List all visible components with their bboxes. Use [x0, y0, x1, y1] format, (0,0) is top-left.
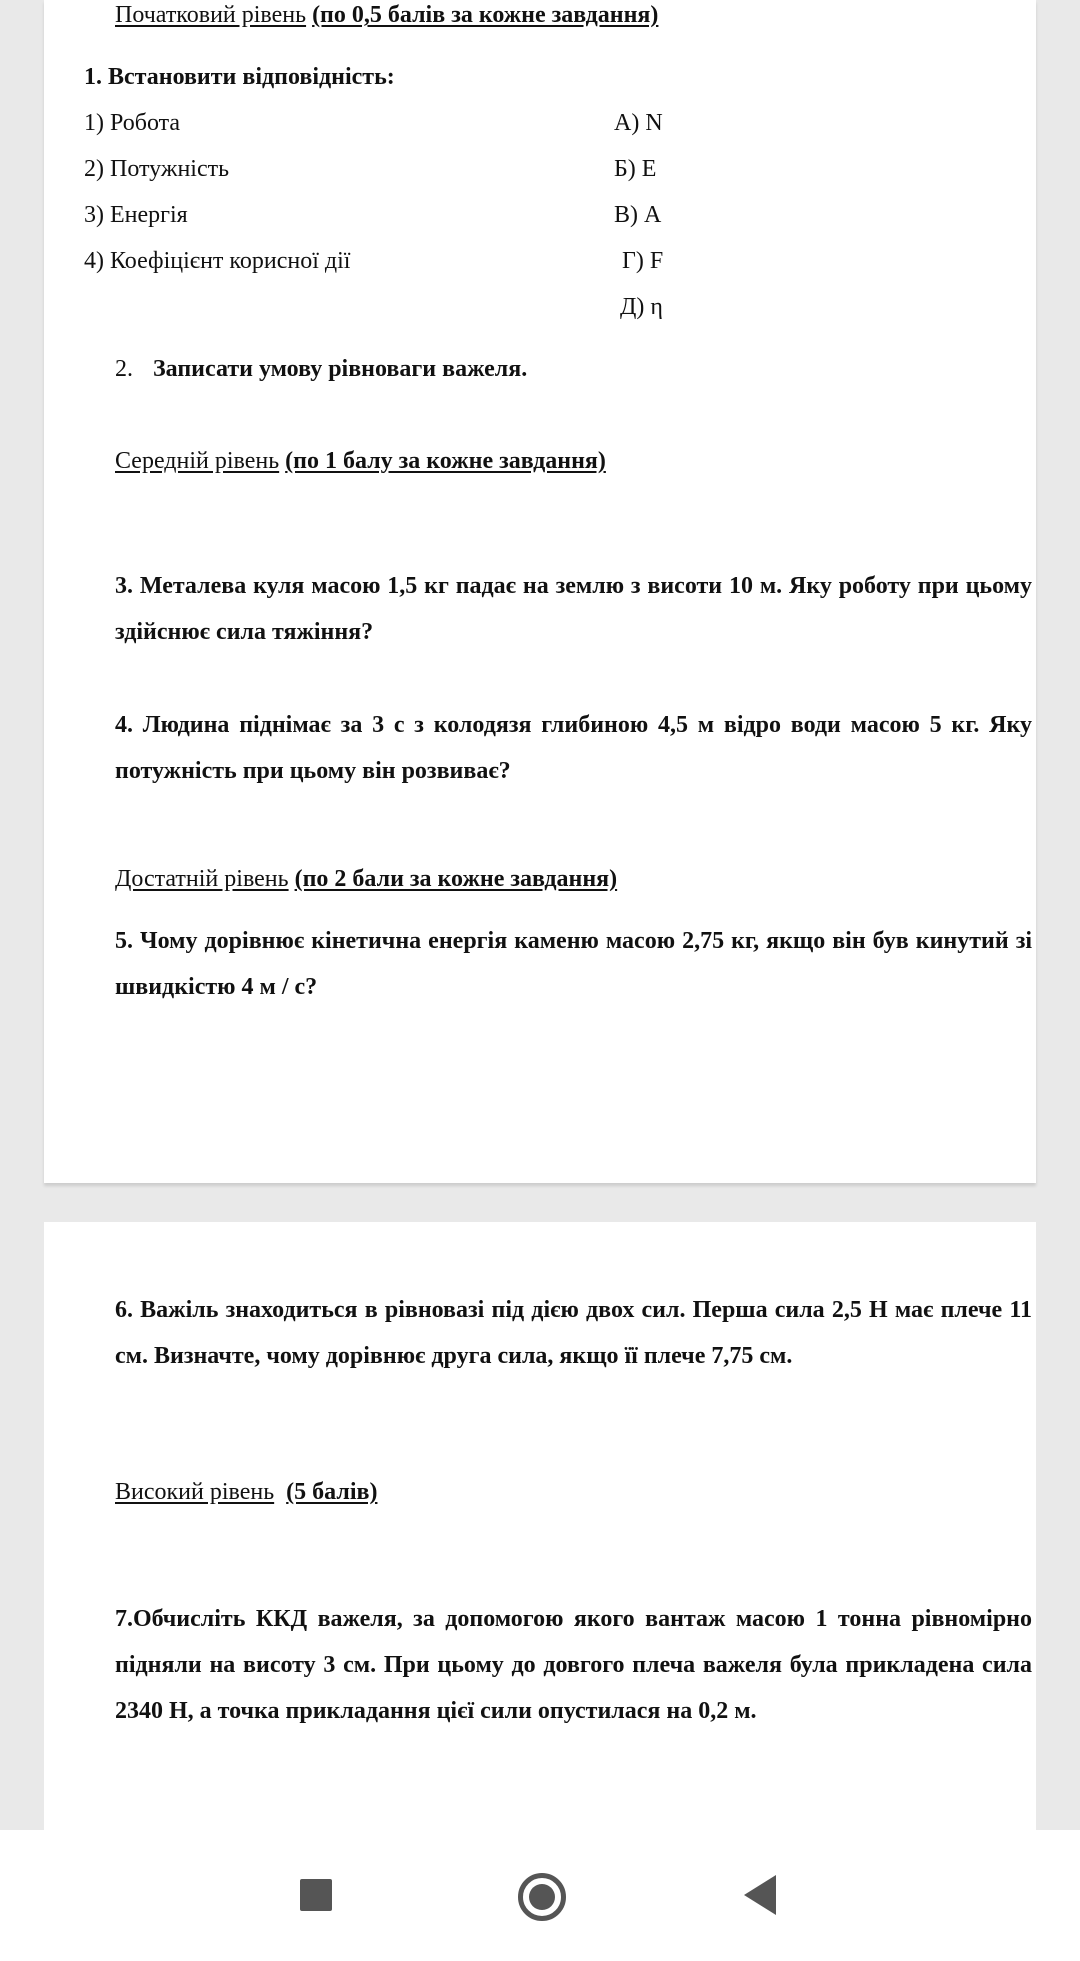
triangle-back-icon: [744, 1875, 776, 1915]
task-7: 7.Обчисліть ККД важеля, за допомогою якого вантаж масою 1 тонна рівномірно підняли на висоту 3 см. При цьому до довгого плеча важеля була прикладена сила 2340 Н, а точка прикладання цієї сили опустилася на 0,2 м.: [115, 1606, 1032, 1724]
level-sufficient-heading: Достатній рівень (по 2 бали за кожне завдання): [115, 866, 618, 892]
task-5: 5. Чому дорівнює кінетична енергія каменю масою 2,75 кг, якщо він був кинутий зі швидкістю 4 м / с?: [115, 928, 1032, 1000]
document-page-2: [44, 1222, 1036, 1830]
match-left-3: 3) Енергія: [84, 202, 188, 228]
level-basic-heading: Початковий рівень (по 0,5 балів за кожне завдання): [115, 2, 659, 28]
match-right-b: Б) E: [614, 156, 657, 182]
match-left-2: 2) Потужність: [84, 156, 230, 182]
match-left-4: 4) Коефіцієнт корисної дії: [84, 248, 351, 274]
match-right-a: А) N: [614, 110, 663, 136]
document-page-1: [44, 0, 1036, 1183]
circle-icon: [518, 1873, 566, 1921]
task-6: 6. Важіль знаходиться в рівновазі під дією двох сил. Перша сила 2,5 Н має плече 11 см. Визначте, чому дорівнює друга сила, якщо її плече 7,75 см.: [115, 1297, 1032, 1369]
back-button[interactable]: [686, 1830, 826, 1961]
match-left-1: 1) Робота: [84, 110, 181, 136]
home-button[interactable]: [471, 1830, 611, 1961]
match-right-e: Д) η: [620, 294, 663, 320]
match-right-c: В) A: [614, 202, 662, 228]
task-1-title: 1. Встановити відповідність:: [84, 64, 395, 90]
task-2: 2. Записати умову рівноваги важеля.: [115, 356, 528, 382]
match-right-d: Г) F: [622, 248, 664, 274]
square-icon: [300, 1879, 332, 1911]
level-medium-heading: Середній рівень (по 1 балу за кожне завдання): [115, 448, 606, 474]
task-3: 3. Металева куля масою 1,5 кг падає на землю з висоти 10 м. Яку роботу при цьому здійснює сила тяжіння?: [115, 573, 1032, 645]
task-4: 4. Людина піднімає за 3 с з колодязя глибиною 4,5 м відро води масою 5 кг. Яку потужність при цьому він розвиває?: [115, 712, 1032, 784]
system-navigation-bar: [0, 1830, 1080, 1961]
recents-button[interactable]: [244, 1830, 384, 1961]
level-high-heading: Високий рівень (5 балів): [115, 1479, 378, 1505]
